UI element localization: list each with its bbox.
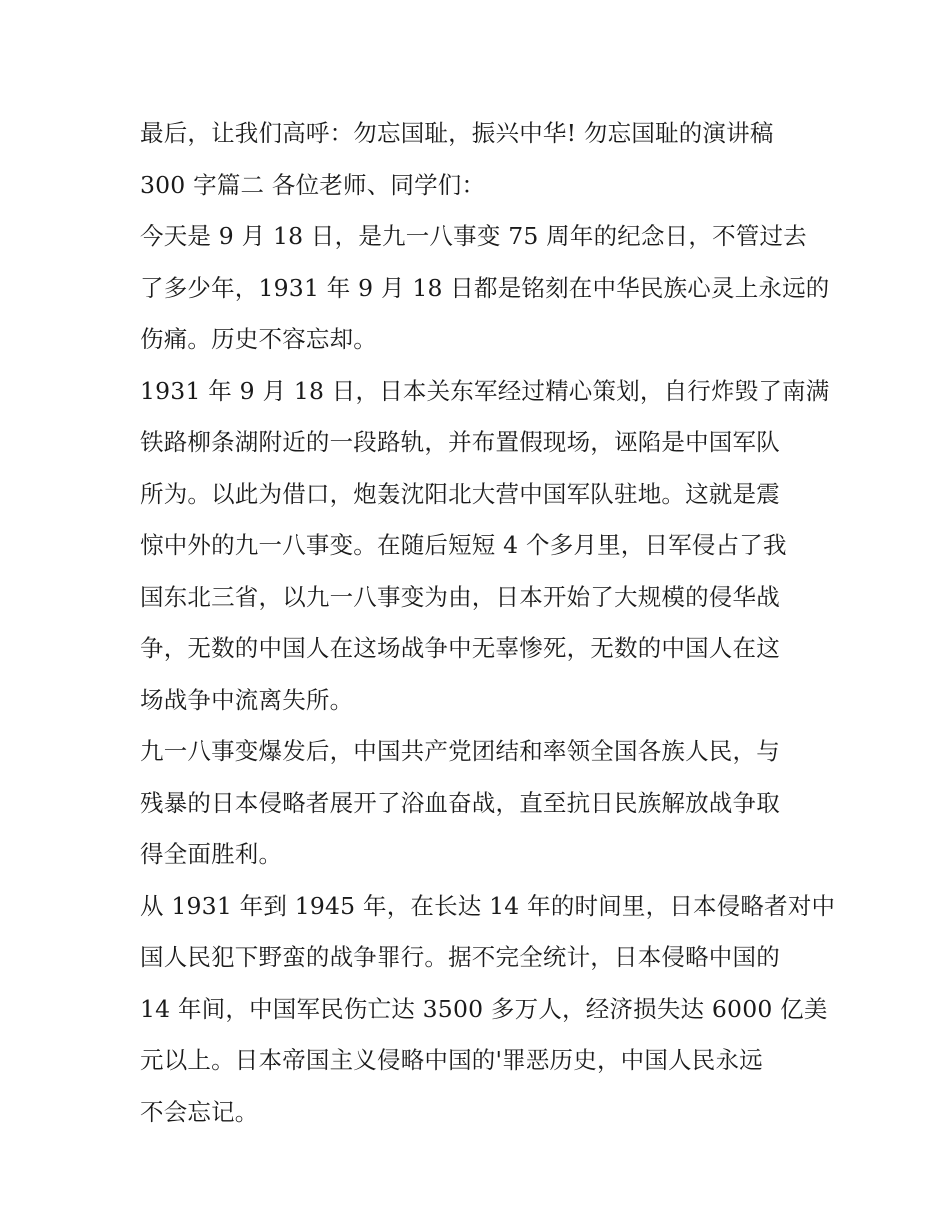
text-line: 今天是 9 月 18 日，是九一八事变 75 周年的纪念日，不管过去: [140, 222, 807, 250]
document-body: [140, 108, 836, 1138]
text-line: 伤痛。历史不容忘却。: [140, 325, 377, 353]
text-line: 争，无数的中国人在这场战争中无辜惨死，无数的中国人在这: [140, 634, 780, 662]
text-line: 14 年间，中国军民伤亡达 3500 多万人，经济损失达 6000 亿美: [140, 994, 828, 1023]
text-line: 得全面胜利。: [140, 840, 283, 868]
text-line: 不会忘记。: [140, 1097, 259, 1126]
text-line: 1931 年 9 月 18 日，日本关东军经过精心策划，自行炸毁了南满: [140, 376, 830, 405]
text-line: 了多少年，1931 年 9 月 18 日都是铭刻在中华民族心灵上永远的: [140, 273, 830, 302]
text-line: 元以上。日本帝国主义侵略中国的'罪恶历史，中国人民永远: [140, 1046, 763, 1074]
text-line: 最后，让我们高呼：勿忘国耻，振兴中华! 勿忘国耻的演讲稿: [140, 119, 774, 147]
text-line: 九一八事变爆发后，中国共产党团结和率领全国各族人民，与: [140, 737, 780, 765]
text-line: 国东北三省，以九一八事变为由，日本开始了大规模的侵华战: [140, 582, 780, 611]
text-line: 场战争中流离失所。: [140, 685, 354, 714]
text-line: 所为。以此为借口，炮轰沈阳北大营中国军队驻地。这就是震: [140, 479, 780, 508]
text-line: 国人民犯下野蛮的战争罪行。据不完全统计，日本侵略中国的: [140, 943, 780, 971]
text-line: 300 字篇二 各位老师、同学们：: [140, 170, 486, 199]
text-line: 铁路柳条湖附近的一段路轨，并布置假现场，诬陷是中国军队: [140, 428, 780, 456]
text-line: 惊中外的九一八事变。在随后短短 4 个多月里，日军侵占了我: [140, 531, 787, 559]
text-line: 残暴的日本侵略者展开了浴血奋战，直至抗日民族解放战争取: [140, 788, 780, 817]
text-line: 从 1931 年到 1945 年，在长达 14 年的时间里，日本侵略者对中: [140, 891, 836, 920]
